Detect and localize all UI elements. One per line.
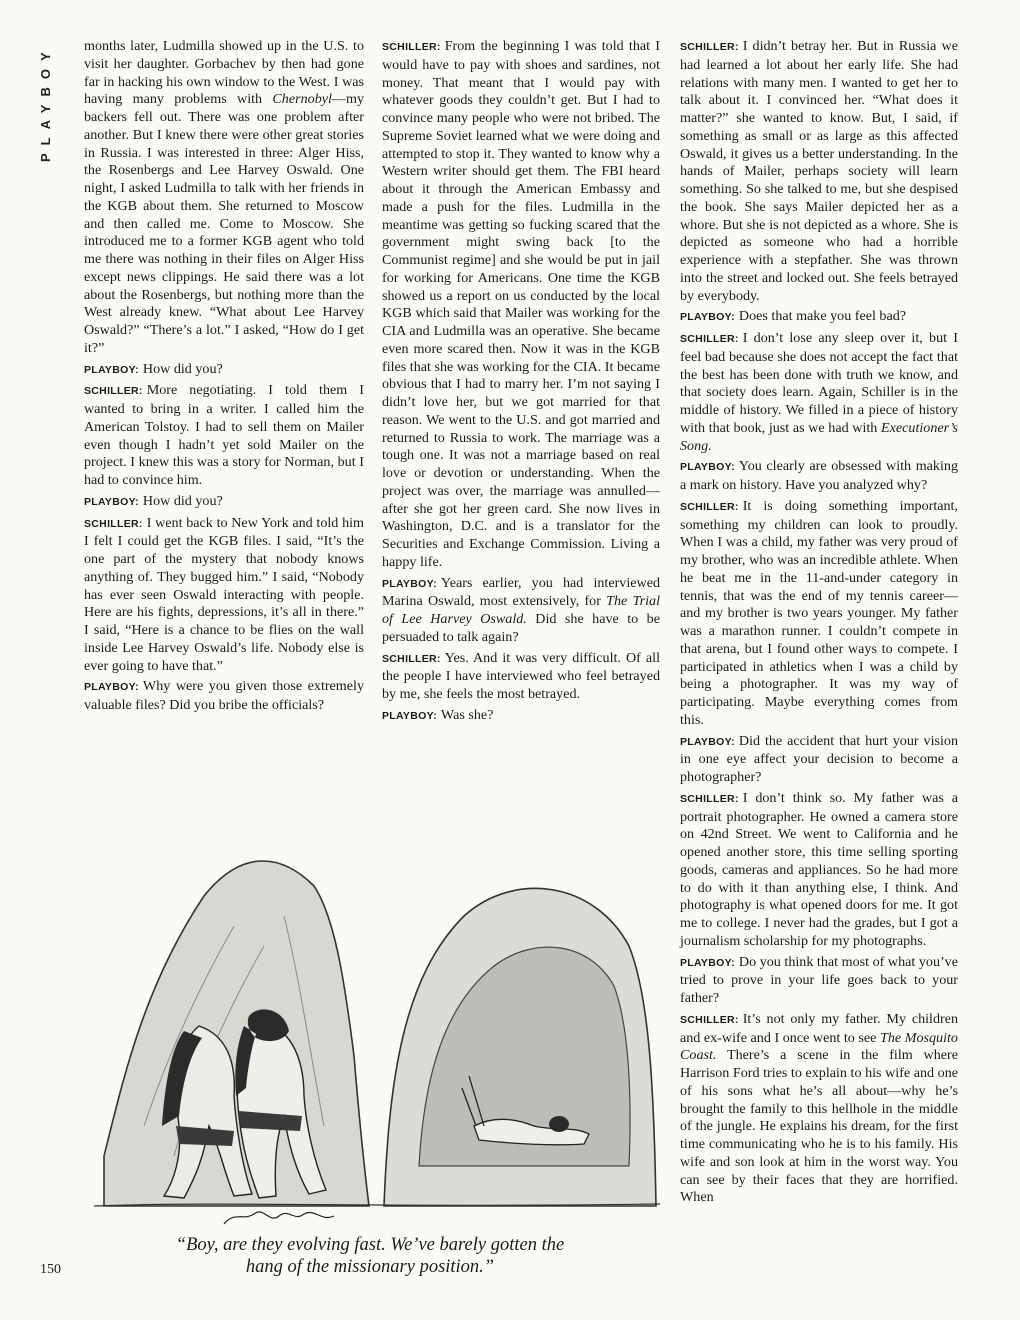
- question: PLAYBOY: Do you think that most of what you’ve tried to prove in your life goes back to your father?: [680, 953, 958, 1006]
- speaker-label: SCHILLER:: [84, 517, 143, 530]
- page-number: 150: [40, 1262, 61, 1277]
- question: PLAYBOY: Was she?: [382, 706, 494, 723]
- answer: SCHILLER: I didn’t betray her. But in Russia we had learned a lot about her early life. She had relations with many men. I wanted to get her to talk about it. I convinced her. “What does it matter?” she wanted to know. But, I said, if something as small or as large as this affected Oswald, it gives us a better understanding. In the hands of Mailer, perhaps society will learn something. So she talked to me, but she despised the book. She says Mailer depicted her as a whore. But she is not depicted as a whore. She is depicted as someone who had a horrible experience with a stepfather. She was thrown into the street and locked out. She feels betrayed by everybody.: [680, 38, 958, 304]
- text-column-1: [84, 38, 364, 718]
- text-column-3: [680, 38, 958, 1210]
- speaker-label: PLAYBOY:: [382, 709, 437, 722]
- head: [549, 1116, 569, 1132]
- question: PLAYBOY: You clearly are obsessed with making a mark on history. Have you analyzed why?: [680, 458, 958, 493]
- answer: SCHILLER: I don’t think so. My father was a portrait photographer. He owned a camera store on 42nd Street. We went to California and he opened another store, this time selling sporting goods, cameras and appliances. So he had more to do with it than anything else, I think. And photography is what opened doors for me. It got me to college. I never had the grades, but I got a journalism scholarship for my photographs.: [680, 789, 958, 949]
- question: PLAYBOY: Did the accident that hurt your vision in one eye affect your decision to become a photographer?: [680, 732, 958, 785]
- answer: SCHILLER: More negotiating. I told them I wanted to bring in a writer. I called him the American Tolstoy. I had to sell them on Mailer even though I hadn’t yet sold Mailer on the project. I knew this was a story for Norman, but I had to convince him.: [84, 382, 364, 488]
- question: PLAYBOY: How did you?: [84, 492, 223, 509]
- paragraph: months later, Ludmilla showed up in the U.S. to visit her daughter. Gorbachev by then had gone far in hacking his own window to the West. I was having many problems with Chernobyl—my backers fell out. There was one problem after another. But I knew there were other great stories in Russia. I was interested in three: Alger Hiss, the Rosenbergs and Lee Harvey Oswald. One night, I asked Ludmilla to talk with her friends in the KGB about them. She returned to Moscow and then called me. Come to Moscow. She introduced me to a former KGB agent who told me there was nothing in their files on Alger Hiss except news clippings. He said there was a lot about the Rosenbergs, but nothing more than the West already knew. “What about Lee Harvey Oswald?” “There’s a lot.” I asked, “How do I get it?”: [84, 38, 365, 356]
- speaker-label: SCHILLER:: [680, 333, 739, 345]
- speaker-label: PLAYBOY:: [680, 461, 735, 474]
- artist-signature: [224, 1212, 334, 1224]
- answer: SCHILLER: I went back to New York and told him I felt I could get the KGB files. I said, “It’s the one part of the mystery that nobody knows anything of. They bugged him.” I said, “Nobody has ever seen Oswald interacting with people. Here are his fights, depressions, it’s all in there.” I said, “Here is a chance to be flies on the wall inside Lee Harvey Oswald’s life. Nobody else is ever going to have that.”: [84, 514, 364, 674]
- answer: SCHILLER: From the beginning I was told that I would have to pay with shoes and sardines, not money. That meant that I would pay with whatever goods they couldn’t get. But I had to convince many people who were not bribed. The Supreme Soviet learned what we were doing and attempted to stop it. They wanted to know why a Western writer should get them. The FBI heard about it through the American Embassy and made a push for the files. Ludmilla in the meantime was getting so fucking scared that the government might swing back [to the Communist regime] and she would be put in jail for working for Americans. One time the KGB showed us a report on us conducted by the local KGB which said that Mailer was working for the CIA and Ludmilla was an operative. She became even more scared then. Now it was in the KGB files that she was working for the CIA. It became obvious that I had to marry her. I’m not saying I didn’t love her, but we got married for that reason. We went to the U.S. and got married and returned to Russia to work. The marriage was a tough one. It was not a marriage based on real love or devotion or understanding. When the project was over, the marriage was annulled—after she got her green card. She now lives in Washington, D.C. and is a translator for the Securities and Exchange Commission. Living a happy life.: [382, 38, 660, 570]
- speaker-label: SCHILLER:: [680, 500, 739, 513]
- speaker-label: PLAYBOY:: [84, 495, 139, 508]
- caption-line: “Boy, are they evolving fast. We’ve barely gotten the: [175, 1235, 565, 1255]
- speaker-label: PLAYBOY:: [680, 956, 735, 969]
- speaker-label: SCHILLER:: [680, 1013, 739, 1026]
- speaker-label: PLAYBOY:: [680, 311, 735, 324]
- answer: SCHILLER: I don’t lose any sleep over it, but I feel bad because she does not accept the fact that the best has been done with truth we know, and that society does learn. Again, Schiller is in the middle of history. We filled in a piece of history with that book, just as we had with Executioner’s Song.: [680, 330, 958, 454]
- text-column-2: [382, 38, 660, 729]
- speaker-label: PLAYBOY:: [382, 577, 437, 590]
- speaker-label: PLAYBOY:: [680, 735, 735, 748]
- question: PLAYBOY: How did you?: [84, 360, 223, 377]
- cartoon-illustration: [84, 826, 660, 1230]
- speaker-label: SCHILLER:: [84, 385, 143, 398]
- answer: SCHILLER: It is doing something important, something my children can look to proudly. When I was a child, my father was very proud of my brother, who was an incredible athlete. When he beat me in the 11-and-under category in tennis, that was the end of my tennis career—and my brother is two years younger. My father was a marathon runner. I couldn’t compete in that arena, but I found other ways to compete. I participated in athletics when I was a child by being a photographer. It was my way of participating. Maybe everything comes from this.: [680, 497, 958, 728]
- speaker-label: SCHILLER:: [680, 41, 739, 53]
- answer: SCHILLER: Yes. And it was very difficult. Of all the people I have interviewed who feel betrayed by me, she feels the most betrayed.: [382, 649, 660, 702]
- question: PLAYBOY: Why were you given those extremely valuable files? Did you bribe the officials?: [84, 678, 364, 713]
- cartoon-caption: [120, 1234, 620, 1278]
- question: PLAYBOY: Does that make you feel bad?: [680, 308, 907, 325]
- speaker-label: PLAYBOY:: [84, 363, 139, 376]
- speaker-label: SCHILLER:: [382, 41, 441, 53]
- speaker-label: PLAYBOY:: [84, 681, 139, 694]
- answer: SCHILLER: It’s not only my father. My children and ex-wife and I once went to see The Mosquito Coast. There’s a scene in the film where Harrison Ford tries to explain to his wife and one of his sons what he’s all about—why he’s brought the family to this hellhole in the middle of the jungle. He explains his dream, for the first time communicating who he is to his family. His wife and son look at him in the worst way. You can see by their faces that they are horrified. When: [680, 1010, 958, 1206]
- speaker-label: SCHILLER:: [382, 652, 441, 665]
- question: PLAYBOY: Years earlier, you had interviewed Marina Oswald, most extensively, for The Trial of Lee Harvey Oswald. Did she have to be persuaded to talk again?: [382, 574, 660, 645]
- caption-line: hang of the missionary position.”: [245, 1257, 495, 1277]
- side-logo: PLAYBOY: [38, 44, 53, 162]
- speaker-label: SCHILLER:: [680, 792, 739, 805]
